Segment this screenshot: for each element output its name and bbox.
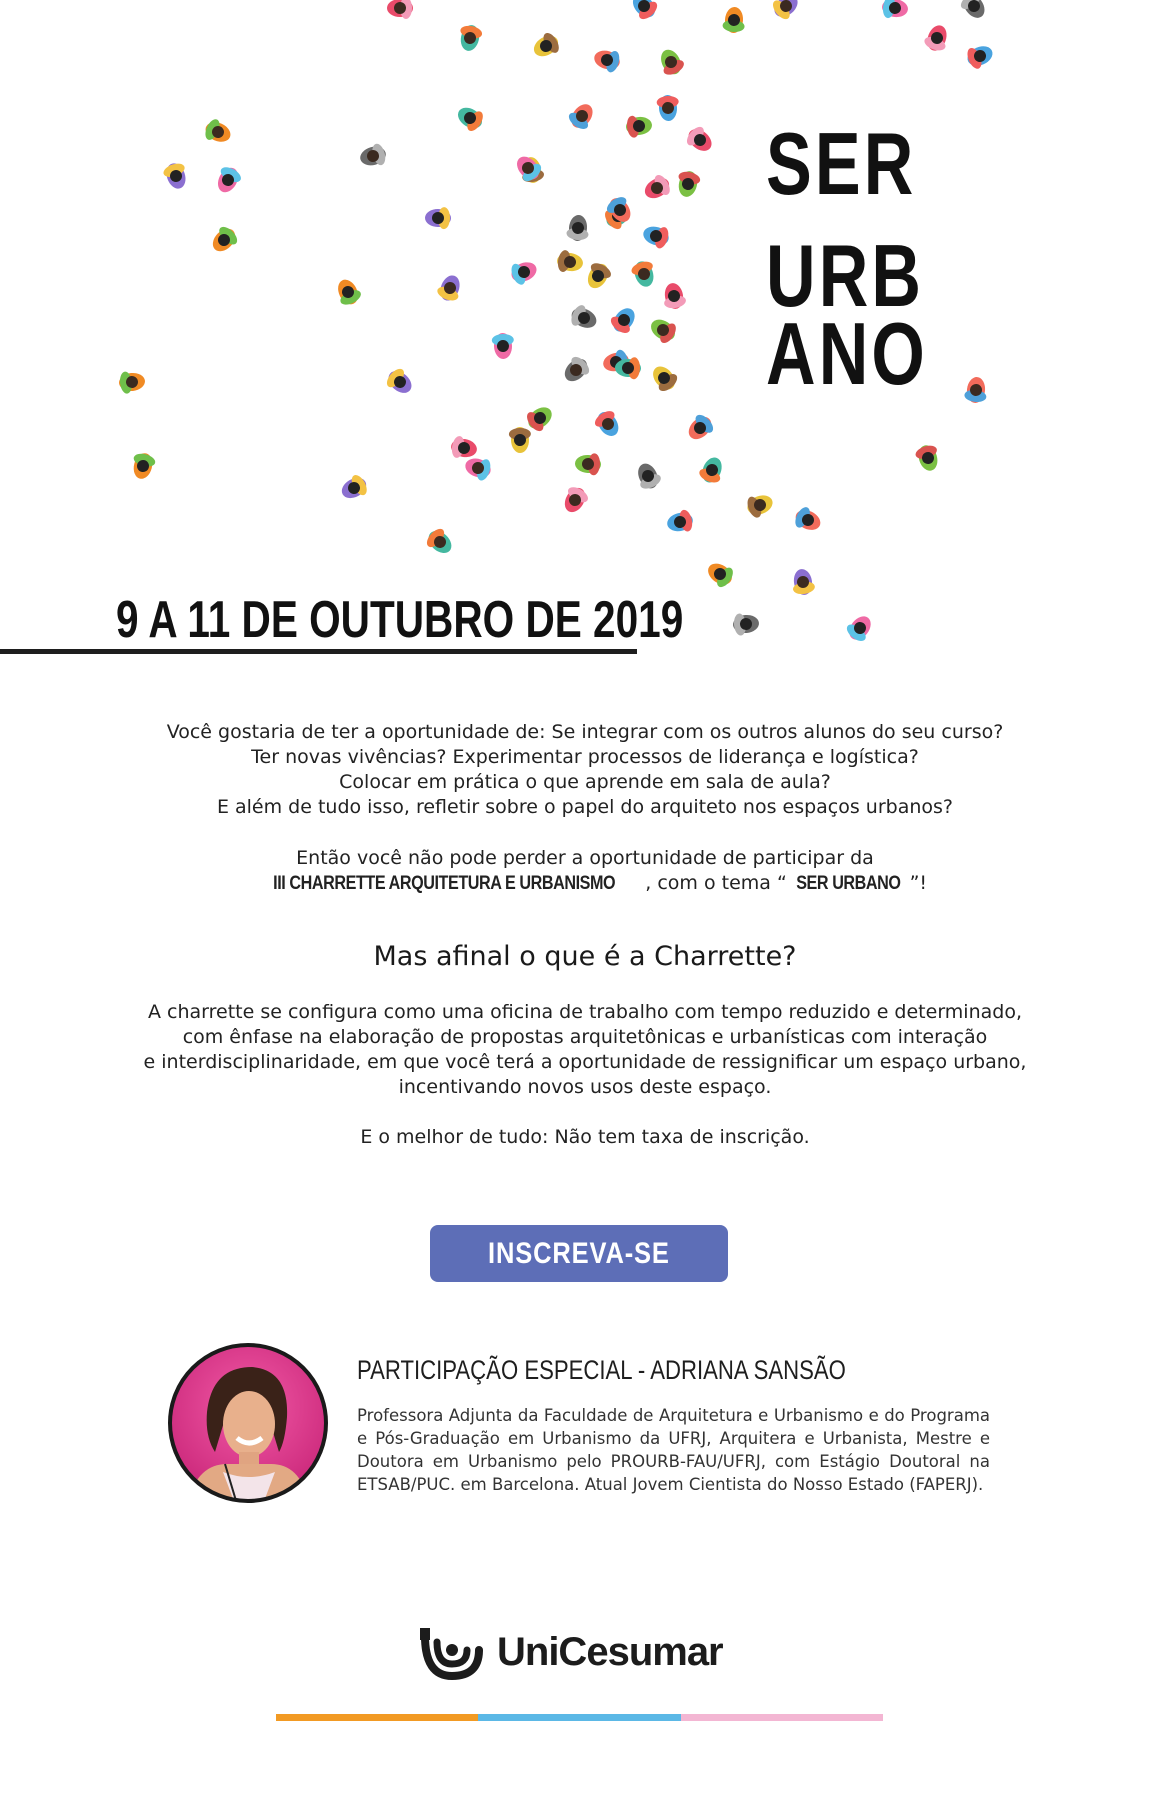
person-figure: [568, 303, 601, 334]
unicesumar-logo: [417, 1620, 723, 1684]
person-figure: [161, 160, 190, 192]
person-figure: [790, 567, 816, 596]
person-figure: [722, 6, 746, 33]
person-figure: [843, 611, 876, 645]
person-figure: [358, 142, 389, 170]
person-figure: [566, 214, 590, 242]
person-figure: [914, 442, 943, 473]
person-figure: [387, 0, 413, 19]
speaker-bio: Professora Adjunta da Faculdade de Arquitetura e Urbanismo e do Programa e Pós-Graduação em Urbanismo da UFRJ, Arquitera e Urbanista, Mestre e Doutora em Urbanismo pelo PROURB-FAU/UFRJ, com Estágio Doutoral na ETSAB/PUC. em Barcelona. Atual Jovem Cientista do Nosso Estado (FAPERJ).: [357, 1406, 990, 1494]
event-date: 9 A 11 DE OUTUBRO DE 2019: [116, 591, 684, 649]
title-urb: URB: [766, 226, 925, 325]
intro-line: E além de tudo isso, refletir sobre o papel do arquiteto nos espaços urbanos?: [216, 796, 954, 818]
theme-suffix: ”!: [909, 872, 928, 894]
person-figure: [633, 460, 664, 493]
person-figure: [453, 102, 487, 134]
person-figure: [674, 169, 701, 199]
person-figure: [337, 472, 370, 504]
person-figure: [630, 258, 659, 290]
person-figure: [509, 427, 531, 453]
speaker-title: PARTICIPAÇÃO ESPECIAL - ADRIANA SANSÃO: [357, 1355, 846, 1385]
person-figure: [647, 361, 681, 395]
register-button[interactable]: [430, 1225, 728, 1282]
about-line: incentivando novos usos deste espaço.: [398, 1076, 772, 1098]
person-figure: [656, 94, 679, 121]
fee-note: E o melhor de tudo: Não tem taxa de inscrição.: [360, 1126, 810, 1148]
footer-color-stripe: [276, 1714, 883, 1721]
person-figure: [665, 508, 695, 535]
person-figure: [661, 281, 687, 310]
stripe-pink: [681, 1714, 883, 1721]
person-figure: [592, 407, 625, 441]
person-figure: [212, 163, 244, 196]
person-figure: [559, 483, 591, 517]
person-figure: [383, 365, 417, 399]
invite-line: Então você não pode perder a oportunidade de participar da: [296, 847, 874, 869]
person-figure: [555, 249, 584, 275]
person-figure: [922, 22, 952, 54]
unicesumar-emblem-icon: [417, 1622, 487, 1682]
person-figure: [462, 454, 494, 483]
about-line: A charrette se configura como uma oficina de trabalho com tempo reduzido e determinado,: [147, 1001, 1022, 1023]
date-underline: [0, 649, 637, 654]
person-figure: [129, 451, 157, 482]
person-figure: [625, 113, 653, 138]
person-figure: [607, 303, 640, 337]
person-figure: [640, 222, 671, 251]
person-figure: [640, 172, 674, 204]
person-figure: [508, 257, 540, 287]
person-figure: [683, 411, 717, 445]
person-figure: [425, 207, 451, 229]
logo-wordmark: UniCesumar: [497, 1629, 723, 1674]
person-figure: [744, 490, 776, 520]
person-figure: [703, 558, 737, 591]
register-button-label: INSCREVA-SE: [488, 1237, 670, 1270]
person-figure: [769, 0, 803, 23]
person-figure: [523, 401, 557, 434]
person-figure: [655, 45, 686, 78]
person-figure: [511, 151, 545, 185]
about-line: com ênfase na elaboração de propostas arquitetônicas e urbanísticas com interação: [182, 1026, 988, 1048]
stripe-blue: [478, 1714, 680, 1721]
person-figure: [574, 452, 601, 475]
intro-line: Colocar em prática o que aprende em sala de aula?: [339, 771, 831, 793]
person-figure: [683, 123, 717, 157]
person-figure: [529, 30, 563, 62]
person-figure: [881, 0, 910, 21]
intro-paragraph: [140, 720, 1030, 820]
invite-paragraph: [140, 846, 1030, 896]
person-figure: [582, 259, 614, 292]
event-name: III CHARRETTE ARQUITETURA E URBANISMO: [273, 873, 616, 894]
stripe-orange: [276, 1714, 478, 1721]
person-figure: [435, 272, 465, 304]
person-figure: [449, 435, 478, 461]
title-ano: ANO: [766, 304, 928, 403]
about-line: e interdisciplinaridade, em que você terá a oportunidade de ressignificar um espaço urbano,: [143, 1051, 1027, 1073]
charrette-description: [140, 1000, 1030, 1100]
person-figure: [591, 46, 622, 74]
person-figure: [202, 117, 235, 148]
theme-prefix: , com o tema “: [645, 872, 787, 894]
person-figure: [118, 370, 146, 395]
title-ser: SER: [766, 114, 917, 213]
person-figure: [958, 0, 991, 23]
person-figure: [791, 504, 824, 535]
person-figure: [565, 99, 598, 133]
person-figure: [559, 353, 593, 387]
intro-line: Você gostaria de ter a oportunidade de: Se integrar com os outros alunos do seu curso?: [166, 721, 1004, 743]
person-figure: [732, 612, 760, 636]
person-figure: [627, 0, 661, 23]
person-figure: [492, 333, 515, 360]
theme-name: SER URBANO: [796, 873, 901, 894]
speaker-avatar: [167, 1342, 329, 1504]
crowd-illustration: [0, 0, 1170, 660]
person-figure: [423, 525, 457, 559]
person-figure: [457, 23, 484, 53]
person-figure: [207, 223, 241, 257]
person-figure: [332, 275, 363, 308]
person-figure: [646, 314, 680, 347]
event-line: [140, 871, 1030, 896]
intro-line: Ter novas vivências? Experimentar processos de liderança e logística?: [251, 746, 919, 768]
person-figure: [964, 376, 989, 404]
person-figure: [697, 454, 727, 486]
charrette-heading: Mas afinal o que é a Charrette?: [373, 941, 797, 972]
person-figure: [964, 41, 997, 71]
